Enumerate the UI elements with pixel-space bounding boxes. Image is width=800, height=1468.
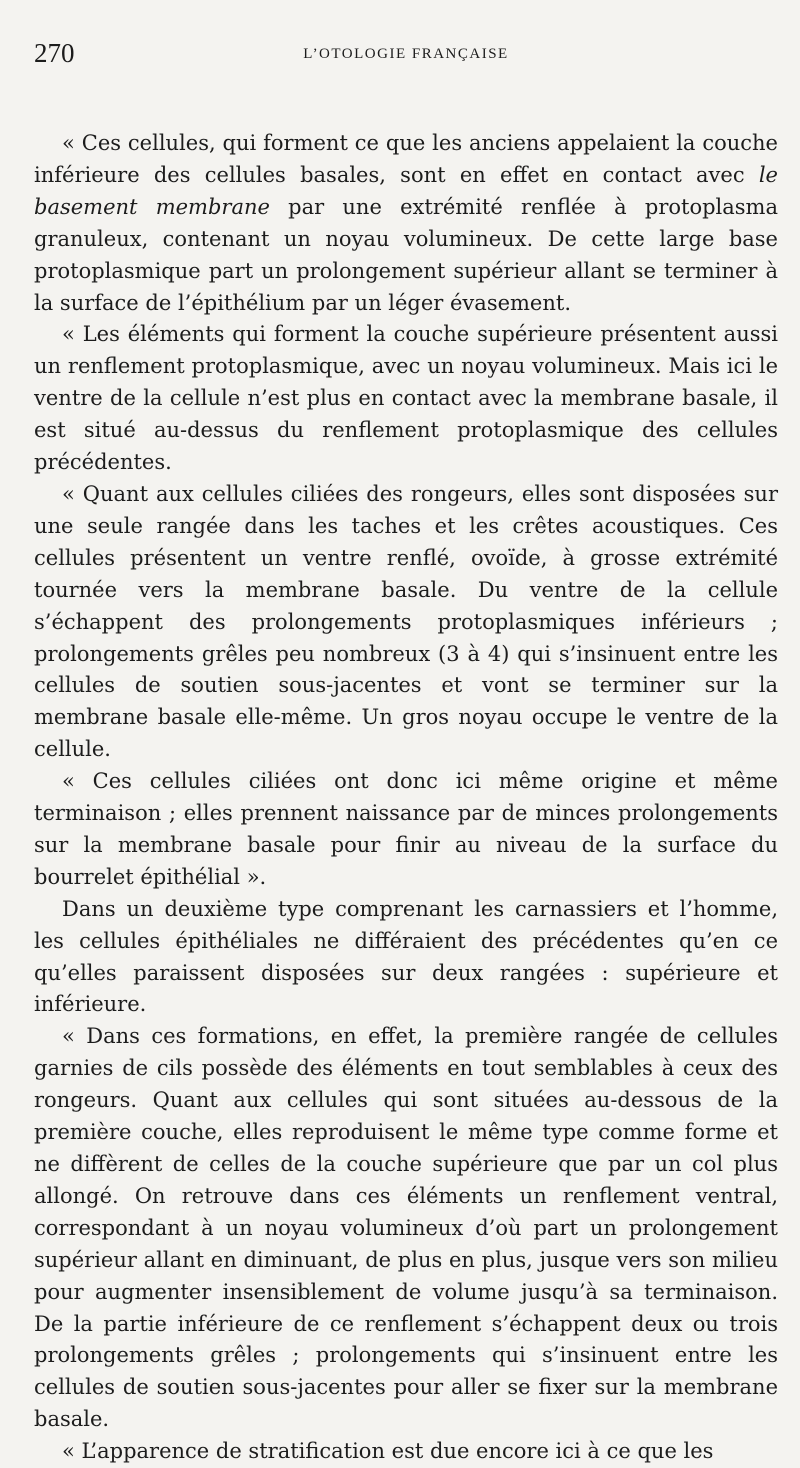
paragraph-4: « Ces cellules ciliées ont donc ici même origine et même terminaison ; elles prennent naissance par de minces prolongements sur la membrane basale pour finir au niveau de la surface du bourrelet épithélial ». [34, 769, 778, 889]
page-header [34, 38, 778, 78]
body-text [34, 128, 778, 1468]
running-title: L’OTOLOGIE FRANÇAISE [303, 46, 509, 62]
paragraph-3: « Quant aux cellules ciliées des rongeurs, elles sont disposées sur une seule rangée dans les taches et les crêtes acoustiques. Ces cellules présentent un ventre renflé, ovoïde, à grosse extrémité tournée vers la membrane basale. Du ventre de la cellule s’échappent des prolongements protoplasmiques inférieurs ; prolongements grêles peu nombreux (3 à 4) qui s’insinuent entre les cellules de soutien sous-jacentes et vont se terminer sur la membrane basale elle-même. Un gros noyau occupe le ventre de la cellule. [34, 481, 778, 762]
paragraph-1-emphasis: le basement membrane [34, 162, 778, 219]
paragraph-6: « Dans ces formations, en effet, la première rangée de cellules garnies de cils possède des éléments en tout semblables à ceux des rongeurs. Quant aux cellules qui sont situées au-dessous de la première couche, elles reproduisent le même type comme forme et ne diffèrent de celles de la couche supérieure que par un col plus allongé. On retrouve dans ces éléments un renflement ventral, correspondant à un noyau volumineux d’où part un prolongement supérieur allant en diminuant, de plus en plus, jusque vers son milieu pour augmenter insensiblement de volume jusqu’à sa terminaison. De la partie inférieure de ce renflement s’échappent deux ou trois prolongements grêles ; prolongements qui s’insinuent entre les cellules de soutien sous-jacentes pour aller se fixer sur la membrane basale. [34, 1024, 778, 1432]
paragraph-2: « Les éléments qui forment la couche supérieure présentent aussi un renflement protoplasmique, avec un noyau volumineux. Mais ici le ventre de la cellule n’est plus en contact avec la membrane basale, il est situé au-dessus du renflement protoplasmique des cellules précédentes. [34, 322, 778, 475]
paragraph-1-text-after: par une extrémité renflée à protoplasma granuleux, contenant un noyau volumineux. De cette large base protoplasmique part un prolongement supérieur allant se terminer à la surface de l’épithélium par un léger évasement. [34, 194, 778, 315]
page-number: 270 [34, 38, 75, 68]
paragraph-1-text-before: « Ces cellules, qui forment ce que les anciens appelaient la couche inférieure des cellules basales, sont en effet en contact avec [34, 131, 778, 187]
paragraph-1 [34, 128, 778, 319]
paragraph-5: Dans un deuxième type comprenant les carnassiers et l’homme, les cellules épithéliales ne différaient des précédentes qu’en ce qu’elles paraissent disposées sur deux rangées : supérieure et inférieure. [34, 896, 778, 1017]
paragraph-7: « L’apparence de stratification est due encore ici à ce que les [62, 1439, 714, 1464]
